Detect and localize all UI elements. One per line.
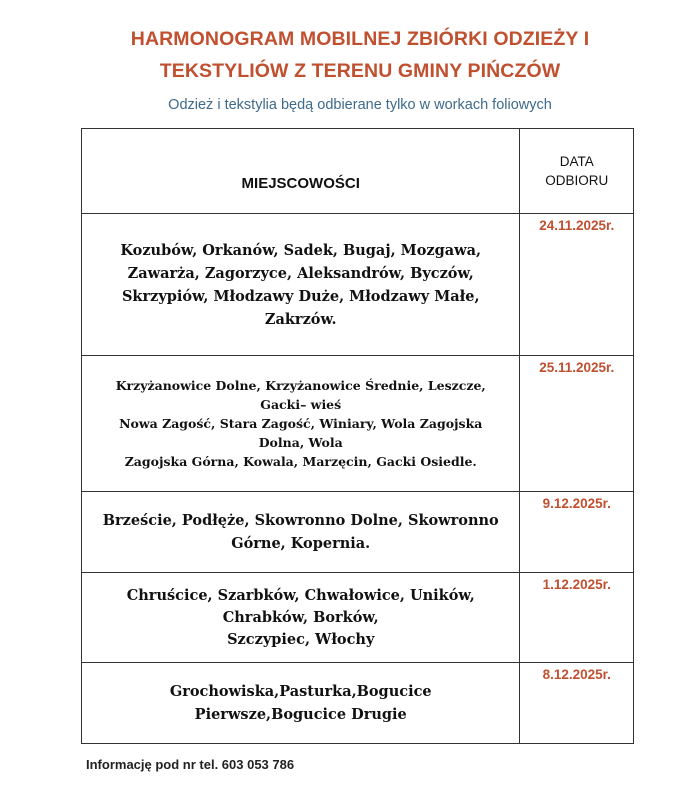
table-row	[82, 356, 634, 492]
places-line: Szczypiec, Włochy	[227, 630, 375, 648]
date-cell: 24.11.2025r.	[520, 214, 634, 356]
places-cell	[82, 214, 520, 356]
places-line: Skrzypiów, Młodzawy Duże, Młodzawy Małe,	[121, 287, 480, 305]
table-row	[82, 492, 634, 573]
title-line-1: HARMONOGRAM MOBILNEJ ZBIÓRKI ODZIEŻY I	[130, 28, 590, 50]
places-cell	[82, 573, 520, 663]
date-cell: 9.12.2025r.	[520, 492, 634, 573]
places-line: Chruścice, Szarbków, Chwałowice, Uników,	[126, 586, 475, 604]
places-line: Zagojska Górna, Kowala, Marzęcin, Gacki Osiedle.	[124, 454, 477, 469]
places-line: Grochowiska,Pasturka,Bogucice	[169, 683, 432, 700]
table-header-row	[82, 129, 634, 214]
subtitle: Odzież i tekstylia będą odbierane tylko w workach foliowych	[168, 97, 552, 113]
places-line: Pierwsze,Bogucice Drugie	[194, 706, 407, 723]
header-date-line-1: DATA	[559, 154, 594, 169]
places-line: Zakrzów.	[264, 310, 337, 328]
date-cell: 25.11.2025r.	[520, 356, 634, 492]
places-line: Kozubów, Orkanów, Sadek, Bugaj, Mozgawa,	[120, 241, 482, 259]
date-cell: 1.12.2025r.	[520, 573, 634, 663]
table-row	[82, 573, 634, 663]
title-line-2: TEKSTYLIÓW Z TERENU GMINY PIŃCZÓW	[159, 60, 561, 82]
header-places	[82, 129, 520, 214]
table-row	[82, 214, 634, 356]
places-line: Górne, Kopernia.	[231, 535, 371, 552]
places-cell	[82, 663, 520, 744]
places-line: Nowa Zagość, Stara Zagość, Winiary, Wola Zagojska	[119, 416, 483, 431]
places-line: Zawarża, Zagorzyce, Aleksandrów, Byczów,	[127, 264, 474, 282]
header-date	[520, 129, 634, 214]
schedule-table	[81, 128, 634, 744]
places-cell	[82, 492, 520, 573]
header-date-line-2: ODBIORU	[545, 173, 609, 188]
header-places-label: MIEJSCOWOŚCI	[241, 174, 360, 192]
places-line: Dolna, Wola	[258, 435, 343, 450]
places-line: Brzeście, Podłęże, Skowronno Dolne, Skowronno	[102, 512, 499, 529]
places-line: Krzyżanowice Dolne, Krzyżanowice Średnie, Leszcze,	[115, 378, 486, 393]
contact-info: Informację pod nr tel. 603 053 786	[86, 757, 295, 772]
places-line: Gacki– wieś	[260, 397, 342, 412]
places-line: Chrabków, Borków,	[222, 608, 379, 626]
places-cell	[82, 356, 520, 492]
date-cell: 8.12.2025r.	[520, 663, 634, 744]
table-row	[82, 663, 634, 744]
